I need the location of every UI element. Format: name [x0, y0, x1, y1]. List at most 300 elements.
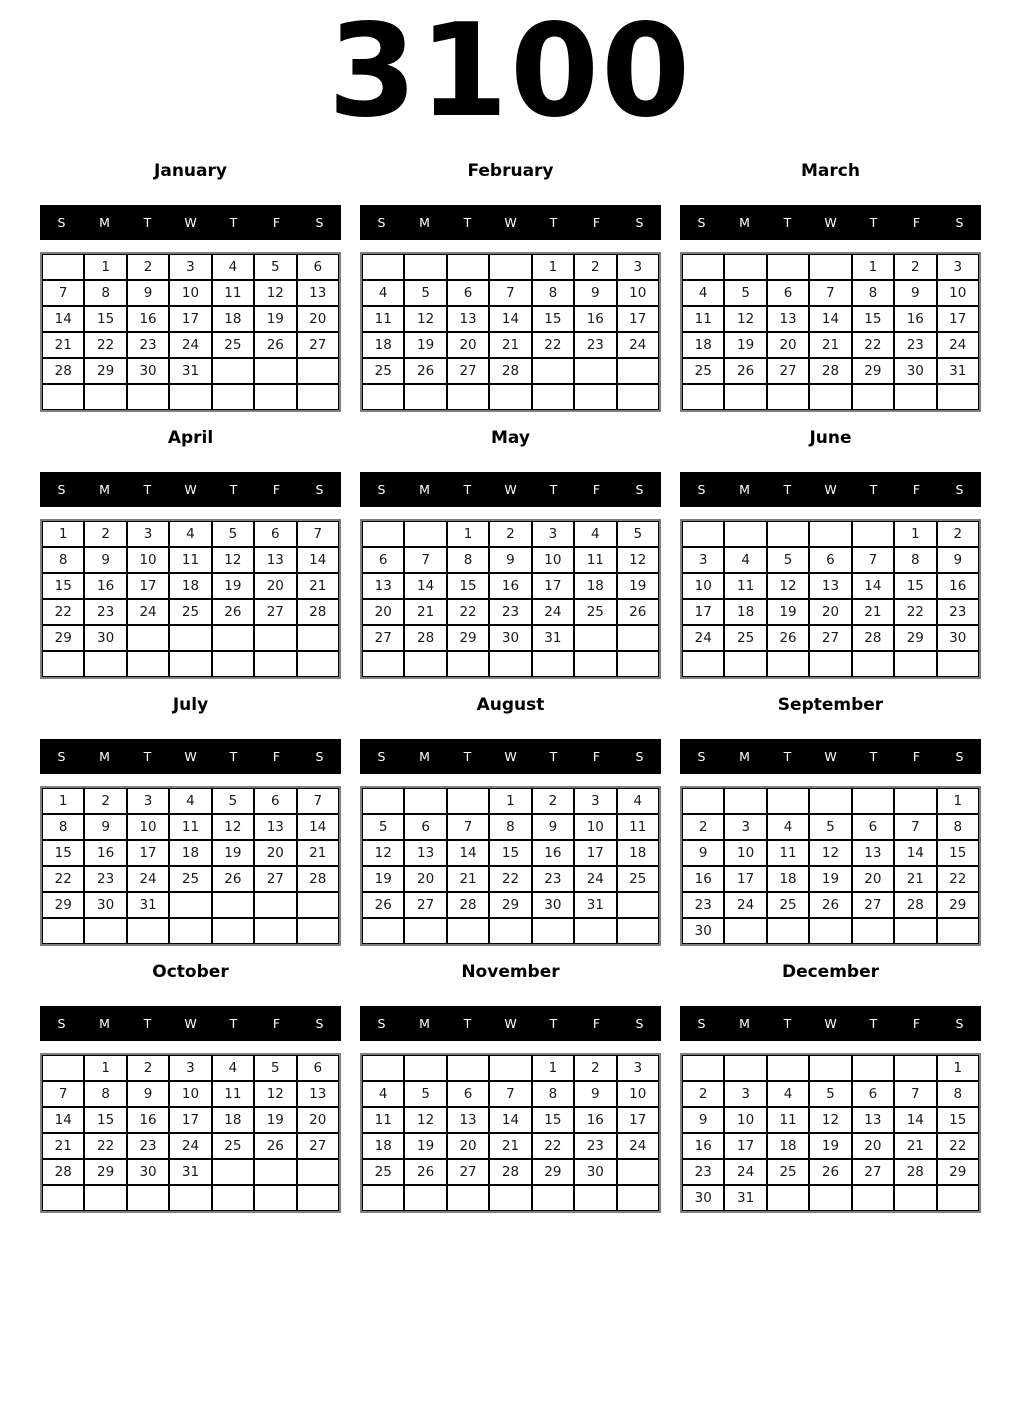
- day-cell: 7: [42, 1081, 84, 1107]
- day-cell: 16: [84, 840, 126, 866]
- week-row: [42, 254, 339, 280]
- day-cell: 2: [489, 521, 531, 547]
- day-cell: 2: [682, 1081, 724, 1107]
- weekday-label: T: [549, 1016, 558, 1031]
- empty-day-cell: [362, 254, 404, 280]
- month-grid: [360, 786, 661, 946]
- empty-day-cell: [574, 651, 616, 677]
- empty-day-cell: [894, 651, 936, 677]
- day-cell: 15: [852, 306, 894, 332]
- day-cell: 15: [42, 840, 84, 866]
- empty-day-cell: [852, 1055, 894, 1081]
- weekday-label: T: [549, 482, 558, 497]
- day-cell: 19: [617, 573, 659, 599]
- day-cell: 2: [894, 254, 936, 280]
- day-cell: 10: [169, 280, 211, 306]
- empty-day-cell: [169, 651, 211, 677]
- month-title: August: [476, 695, 545, 715]
- weekday-label: W: [184, 482, 197, 497]
- day-cell: 4: [767, 1081, 809, 1107]
- day-cell: 17: [617, 306, 659, 332]
- month-june: [680, 428, 981, 679]
- day-cell: 5: [809, 814, 851, 840]
- day-cell: 19: [724, 332, 766, 358]
- weekday-label: S: [57, 1016, 66, 1031]
- day-cell: 30: [84, 625, 126, 651]
- weekday-label: T: [229, 482, 238, 497]
- empty-day-cell: [809, 1185, 851, 1211]
- day-cell: 1: [84, 1055, 126, 1081]
- month-february: [360, 161, 661, 412]
- day-cell: 14: [404, 573, 446, 599]
- empty-day-cell: [362, 1055, 404, 1081]
- weekday-label: F: [912, 215, 921, 230]
- day-cell: 19: [809, 1133, 851, 1159]
- day-cell: 6: [447, 280, 489, 306]
- day-cell: 23: [937, 599, 979, 625]
- empty-day-cell: [489, 918, 531, 944]
- weekday-label: F: [912, 749, 921, 764]
- day-cell: 19: [404, 1133, 446, 1159]
- day-cell: 10: [724, 840, 766, 866]
- weekday-header-bar: [680, 205, 981, 240]
- day-cell: 8: [84, 280, 126, 306]
- day-cell: 8: [937, 1081, 979, 1107]
- day-cell: 26: [809, 892, 851, 918]
- week-row: [682, 1081, 979, 1107]
- week-row: [362, 866, 659, 892]
- month-grid: [40, 252, 341, 412]
- day-cell: 24: [127, 866, 169, 892]
- day-cell: 18: [767, 866, 809, 892]
- empty-day-cell: [767, 1055, 809, 1081]
- day-cell: 20: [809, 599, 851, 625]
- day-cell: 26: [254, 332, 296, 358]
- day-cell: 9: [937, 547, 979, 573]
- day-cell: 21: [404, 599, 446, 625]
- day-cell: 3: [169, 254, 211, 280]
- empty-day-cell: [724, 384, 766, 410]
- weekday-label: S: [697, 482, 706, 497]
- weekday-label: W: [824, 482, 837, 497]
- day-cell: 22: [84, 1133, 126, 1159]
- day-cell: 13: [852, 840, 894, 866]
- day-cell: 20: [447, 332, 489, 358]
- week-row: [42, 573, 339, 599]
- weekday-label: W: [184, 1016, 197, 1031]
- day-cell: 12: [724, 306, 766, 332]
- day-cell: 2: [127, 1055, 169, 1081]
- day-cell: 30: [894, 358, 936, 384]
- day-cell: 18: [212, 1107, 254, 1133]
- day-cell: 23: [574, 1133, 616, 1159]
- week-row: [362, 840, 659, 866]
- day-cell: 5: [404, 1081, 446, 1107]
- day-cell: 3: [127, 788, 169, 814]
- empty-day-cell: [254, 918, 296, 944]
- day-cell: 7: [489, 280, 531, 306]
- day-cell: 30: [127, 358, 169, 384]
- empty-day-cell: [617, 384, 659, 410]
- day-cell: 31: [169, 1159, 211, 1185]
- weekday-header-bar: [40, 472, 341, 507]
- day-cell: 28: [404, 625, 446, 651]
- day-cell: 14: [447, 840, 489, 866]
- day-cell: 17: [574, 840, 616, 866]
- day-cell: 13: [297, 280, 339, 306]
- day-cell: 24: [617, 332, 659, 358]
- day-cell: 27: [447, 358, 489, 384]
- weekday-label: F: [592, 749, 601, 764]
- day-cell: 7: [297, 788, 339, 814]
- day-cell: 2: [84, 788, 126, 814]
- day-cell: 25: [169, 599, 211, 625]
- week-row: [362, 625, 659, 651]
- day-cell: 23: [682, 1159, 724, 1185]
- day-cell: 9: [532, 814, 574, 840]
- month-grid: [680, 252, 981, 412]
- day-cell: 4: [212, 1055, 254, 1081]
- day-cell: 9: [682, 840, 724, 866]
- day-cell: 13: [362, 573, 404, 599]
- day-cell: 23: [127, 332, 169, 358]
- day-cell: 18: [169, 840, 211, 866]
- day-cell: 13: [447, 306, 489, 332]
- weekday-label: F: [912, 1016, 921, 1031]
- weekday-label: W: [824, 1016, 837, 1031]
- day-cell: 4: [362, 280, 404, 306]
- day-cell: 14: [42, 306, 84, 332]
- weekday-label: S: [955, 749, 964, 764]
- week-row: [682, 1185, 979, 1211]
- week-row: [682, 1133, 979, 1159]
- day-cell: 16: [84, 573, 126, 599]
- day-cell: 17: [682, 599, 724, 625]
- day-cell: 3: [617, 254, 659, 280]
- day-cell: 16: [489, 573, 531, 599]
- day-cell: 24: [574, 866, 616, 892]
- day-cell: 17: [169, 306, 211, 332]
- empty-day-cell: [682, 384, 724, 410]
- day-cell: 31: [724, 1185, 766, 1211]
- day-cell: 24: [169, 1133, 211, 1159]
- empty-day-cell: [532, 384, 574, 410]
- day-cell: 5: [212, 788, 254, 814]
- weekday-label: S: [955, 1016, 964, 1031]
- weekday-label: W: [824, 215, 837, 230]
- day-cell: 5: [724, 280, 766, 306]
- weekday-header-bar: [360, 472, 661, 507]
- day-cell: 25: [767, 892, 809, 918]
- day-cell: 23: [532, 866, 574, 892]
- day-cell: 6: [404, 814, 446, 840]
- weekday-label: T: [869, 215, 878, 230]
- week-row: [682, 1055, 979, 1081]
- week-row: [362, 573, 659, 599]
- weekday-label: S: [377, 749, 386, 764]
- day-cell: 23: [489, 599, 531, 625]
- day-cell: 4: [362, 1081, 404, 1107]
- empty-day-cell: [894, 1055, 936, 1081]
- day-cell: 2: [532, 788, 574, 814]
- empty-day-cell: [169, 384, 211, 410]
- week-row: [42, 651, 339, 677]
- day-cell: 21: [297, 840, 339, 866]
- empty-day-cell: [767, 1185, 809, 1211]
- day-cell: 24: [724, 892, 766, 918]
- weekday-header-bar: [680, 1006, 981, 1041]
- day-cell: 12: [617, 547, 659, 573]
- day-cell: 24: [617, 1133, 659, 1159]
- weekday-header-bar: [680, 472, 981, 507]
- week-row: [682, 573, 979, 599]
- day-cell: 29: [42, 892, 84, 918]
- empty-day-cell: [574, 1185, 616, 1211]
- day-cell: 27: [297, 1133, 339, 1159]
- month-grid: [680, 519, 981, 679]
- month-title: November: [461, 962, 560, 982]
- day-cell: 20: [852, 866, 894, 892]
- empty-day-cell: [212, 1185, 254, 1211]
- day-cell: 2: [574, 1055, 616, 1081]
- day-cell: 10: [937, 280, 979, 306]
- month-grid: [360, 252, 661, 412]
- day-cell: 14: [894, 840, 936, 866]
- empty-day-cell: [937, 1185, 979, 1211]
- day-cell: 7: [297, 521, 339, 547]
- empty-day-cell: [682, 521, 724, 547]
- day-cell: 22: [532, 1133, 574, 1159]
- day-cell: 28: [894, 892, 936, 918]
- weekday-label: M: [419, 1016, 430, 1031]
- week-row: [682, 1107, 979, 1133]
- weekday-label: S: [377, 482, 386, 497]
- day-cell: 27: [852, 1159, 894, 1185]
- day-cell: 28: [489, 358, 531, 384]
- day-cell: 25: [724, 625, 766, 651]
- day-cell: 8: [532, 1081, 574, 1107]
- day-cell: 12: [809, 840, 851, 866]
- week-row: [42, 332, 339, 358]
- empty-day-cell: [852, 788, 894, 814]
- day-cell: 6: [362, 547, 404, 573]
- empty-day-cell: [894, 1185, 936, 1211]
- empty-day-cell: [297, 625, 339, 651]
- day-cell: 25: [212, 1133, 254, 1159]
- weekday-label: T: [463, 749, 472, 764]
- week-row: [42, 866, 339, 892]
- empty-day-cell: [297, 892, 339, 918]
- day-cell: 12: [212, 814, 254, 840]
- day-cell: 1: [937, 788, 979, 814]
- month-title: June: [809, 428, 852, 448]
- month-july: [40, 695, 341, 946]
- day-cell: 4: [169, 521, 211, 547]
- day-cell: 11: [169, 547, 211, 573]
- month-title: January: [154, 161, 227, 181]
- weekday-label: S: [377, 1016, 386, 1031]
- day-cell: 30: [84, 892, 126, 918]
- empty-day-cell: [362, 651, 404, 677]
- day-cell: 10: [682, 573, 724, 599]
- day-cell: 16: [127, 1107, 169, 1133]
- empty-day-cell: [937, 918, 979, 944]
- day-cell: 5: [809, 1081, 851, 1107]
- day-cell: 2: [84, 521, 126, 547]
- day-cell: 12: [767, 573, 809, 599]
- day-cell: 10: [532, 547, 574, 573]
- week-row: [42, 599, 339, 625]
- day-cell: 28: [852, 625, 894, 651]
- day-cell: 18: [724, 599, 766, 625]
- day-cell: 10: [574, 814, 616, 840]
- day-cell: 21: [42, 332, 84, 358]
- day-cell: 4: [724, 547, 766, 573]
- day-cell: 19: [404, 332, 446, 358]
- weekday-label: M: [419, 215, 430, 230]
- day-cell: 25: [169, 866, 211, 892]
- empty-day-cell: [852, 1185, 894, 1211]
- day-cell: 1: [42, 788, 84, 814]
- empty-day-cell: [212, 625, 254, 651]
- weekday-label: F: [912, 482, 921, 497]
- weekday-label: T: [783, 215, 792, 230]
- day-cell: 24: [127, 599, 169, 625]
- day-cell: 17: [127, 573, 169, 599]
- empty-day-cell: [404, 254, 446, 280]
- weekday-label: S: [315, 215, 324, 230]
- day-cell: 26: [617, 599, 659, 625]
- day-cell: 13: [297, 1081, 339, 1107]
- day-cell: 7: [447, 814, 489, 840]
- empty-day-cell: [937, 651, 979, 677]
- day-cell: 6: [852, 1081, 894, 1107]
- day-cell: 3: [724, 1081, 766, 1107]
- weekday-label: T: [143, 215, 152, 230]
- weekday-label: S: [315, 482, 324, 497]
- empty-day-cell: [447, 1185, 489, 1211]
- day-cell: 22: [937, 866, 979, 892]
- day-cell: 12: [212, 547, 254, 573]
- day-cell: 11: [362, 1107, 404, 1133]
- day-cell: 27: [767, 358, 809, 384]
- day-cell: 25: [617, 866, 659, 892]
- empty-day-cell: [447, 384, 489, 410]
- day-cell: 9: [84, 547, 126, 573]
- day-cell: 27: [447, 1159, 489, 1185]
- empty-day-cell: [617, 358, 659, 384]
- empty-day-cell: [84, 384, 126, 410]
- empty-day-cell: [42, 918, 84, 944]
- weekday-label: S: [635, 215, 644, 230]
- month-title: April: [167, 428, 214, 448]
- day-cell: 20: [404, 866, 446, 892]
- weekday-label: W: [504, 749, 517, 764]
- empty-day-cell: [574, 384, 616, 410]
- week-row: [362, 280, 659, 306]
- day-cell: 30: [682, 918, 724, 944]
- weekday-label: M: [739, 482, 750, 497]
- week-row: [362, 332, 659, 358]
- day-cell: 30: [574, 1159, 616, 1185]
- empty-day-cell: [532, 651, 574, 677]
- day-cell: 15: [937, 840, 979, 866]
- empty-day-cell: [297, 918, 339, 944]
- weekday-label: M: [739, 215, 750, 230]
- empty-day-cell: [404, 384, 446, 410]
- empty-day-cell: [894, 384, 936, 410]
- day-cell: 1: [489, 788, 531, 814]
- day-cell: 28: [42, 1159, 84, 1185]
- day-cell: 21: [489, 1133, 531, 1159]
- day-cell: 7: [404, 547, 446, 573]
- month-april: [40, 428, 341, 679]
- day-cell: 12: [254, 280, 296, 306]
- day-cell: 30: [937, 625, 979, 651]
- weekday-label: S: [315, 749, 324, 764]
- month-title: December: [781, 962, 880, 982]
- weekday-label: T: [869, 482, 878, 497]
- day-cell: 10: [617, 1081, 659, 1107]
- day-cell: 11: [169, 814, 211, 840]
- empty-day-cell: [84, 918, 126, 944]
- empty-day-cell: [532, 1185, 574, 1211]
- empty-day-cell: [447, 918, 489, 944]
- week-row: [682, 892, 979, 918]
- day-cell: 7: [852, 547, 894, 573]
- day-cell: 2: [574, 254, 616, 280]
- day-cell: 20: [297, 306, 339, 332]
- week-row: [362, 358, 659, 384]
- day-cell: 21: [894, 1133, 936, 1159]
- weekday-header-bar: [360, 205, 661, 240]
- day-cell: 3: [169, 1055, 211, 1081]
- empty-day-cell: [254, 625, 296, 651]
- weekday-label: T: [143, 1016, 152, 1031]
- empty-day-cell: [574, 625, 616, 651]
- empty-day-cell: [617, 892, 659, 918]
- weekday-label: F: [592, 482, 601, 497]
- day-cell: 30: [127, 1159, 169, 1185]
- weekday-label: S: [955, 215, 964, 230]
- day-cell: 9: [127, 1081, 169, 1107]
- day-cell: 5: [362, 814, 404, 840]
- empty-day-cell: [852, 918, 894, 944]
- day-cell: 11: [724, 573, 766, 599]
- day-cell: 1: [532, 1055, 574, 1081]
- empty-day-cell: [404, 1055, 446, 1081]
- day-cell: 22: [42, 599, 84, 625]
- week-row: [682, 1159, 979, 1185]
- day-cell: 20: [254, 840, 296, 866]
- month-october: [40, 962, 341, 1213]
- month-grid: [680, 1053, 981, 1213]
- day-cell: 22: [894, 599, 936, 625]
- empty-day-cell: [254, 651, 296, 677]
- empty-day-cell: [362, 788, 404, 814]
- day-cell: 20: [254, 573, 296, 599]
- empty-day-cell: [254, 892, 296, 918]
- day-cell: 29: [84, 1159, 126, 1185]
- week-row: [362, 254, 659, 280]
- day-cell: 25: [767, 1159, 809, 1185]
- weekday-header-bar: [40, 205, 341, 240]
- empty-day-cell: [767, 384, 809, 410]
- month-may: [360, 428, 661, 679]
- empty-day-cell: [169, 892, 211, 918]
- day-cell: 9: [574, 1081, 616, 1107]
- empty-day-cell: [127, 651, 169, 677]
